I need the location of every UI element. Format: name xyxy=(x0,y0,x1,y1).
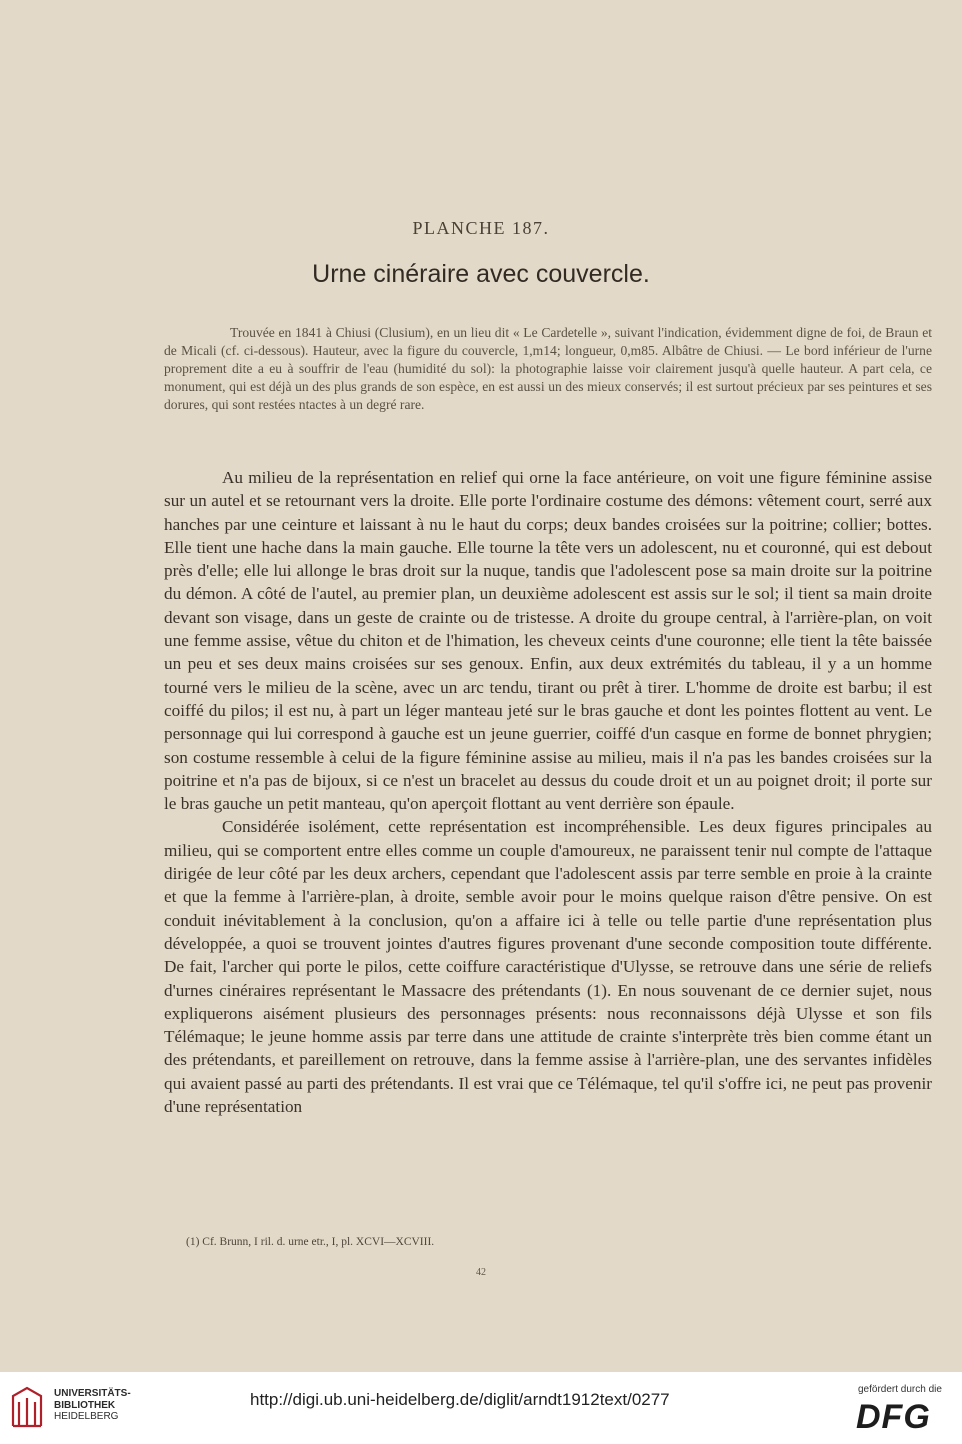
library-name: UNIVERSITÄTS- BIBLIOTHEK HEIDELBERG xyxy=(54,1388,131,1422)
footnote: (1) Cf. Brunn, I ril. d. urne etr., I, pl. XCVI—XCVIII. xyxy=(186,1236,435,1248)
main-text xyxy=(164,466,932,1118)
viewer-footer xyxy=(0,1372,962,1444)
page-title: Urne cinéraire avec couvercle. xyxy=(312,260,650,288)
body-paragraph: Au milieu de la représentation en relief qui orne la face antérieure, on voit une figure féminine assise sur un autel et se retournant vers la droite. Elle porte l'ordinaire costume des démons: vêtement court, serré aux hanches par une ceinture et laissant à nu le haut du corps; deux bandes croisées sur la poitrine; collier; bottes. Elle tient une hache dans la main gauche. Elle tourne la tête vers un adolescent, nu et couronné, qui est debout près d'elle; elle lui allonge le bras droit sur la nuque, tandis que l'adolescent pose sa main droite sur la poitrine du démon. A côté de l'autel, au premier plan, un deuxième adolescent est assis sur le sol; il tient sa main droite devant son visage, dans un geste de crainte ou de tristesse. A droite du groupe central, à l'arrière-plan, on voit une femme assise, vêtue du chiton et de l'himation, les cheveux ceints d'une couronne; elle tient la tête baissée un peu et ses deux mains croisées sur ses genoux. Enfin, aux deux extrémités du tableau, il y a un homme tourné vers le milieu de la scène, avec un arc tendu, tirant ou prêt à tirer. L'homme de droite est barbu; il est coiffé du pilos; il est nu, à part un léger manteau jeté sur le bras gauche et dont les pointes flottent au vent. Le personnage qui lui correspond à gauche est un jeune guerrier, coiffé d'un casque en forme de bonnet phrygien; son costume ressemble à celui de la figure féminine assise au milieu, mais il n'a pas les bandes croisées sur la poitrine et n'a pas de bijoux, si ce n'est un bracelet au dessus du coude droit et un au poignet droit; il porte sur le bras gauche un petit manteau, qu'on aperçoit flottant au vent derrière son épaule. xyxy=(164,468,932,814)
funding-note: gefördert durch die xyxy=(858,1384,942,1395)
page-number: 42 xyxy=(476,1267,486,1278)
body-paragraph: Considérée isolément, cette représentation est incompréhensible. Les deux figures principales au milieu, qui se comportent entre elles comme un couple d'amoureux, ne paraissent tenir nul compte de l'attaque dirigée de leur côté par les deux archers, cependant que l'adolescent assis par terre semble en proie à la crainte et que la femme à l'arrière-plan, à droite, semble avoir pour le moins quelque raison d'être pensive. On est conduit inévitablement à la conclusion, qu'on a affaire ici à telle ou telle partie d'une représentation plus développée, a quoi se trouvent jointes d'autres figures provenant d'une seconde composition toute différente. De fait, l'archer qui porte le pilos, cette coiffure caractéristique d'Ulysse, se retrouve dans une série de reliefs d'urnes cinéraires représentant le Massacre des prétendants (1). En nous souvenant de ce dernier sujet, nous expliquerons aisément plusieurs des personnages présents: nous reconnaissons déjà Ulysse et son fils Télémaque; le jeune homme assis par terre dans une attitude de crainte s'interprète très bien comme étant un des prétendants, et pareillement on retrouve, dans la femme assise à l'arrière-plan, une des servantes infidèles qui avaient passé au parti des prétendants. Il est vrai que ce Télémaque, tel qu'il s'offre ici, ne peut pas provenir d'une représentation xyxy=(164,817,932,1117)
plate-heading: PLANCHE 187. xyxy=(412,218,550,238)
intro-paragraph: Trouvée en 1841 à Chiusi (Clusium), en un lieu dit « Le Cardetelle », suivant l'indication, évidemment digne de foi, de Braun et de Micali (cf. ci-dessous). Hauteur, avec la figure du couvercle, 1,m14; longueur, 0,m85. Albâtre de Chiusi. — Le bord inférieur de l'urne proprement dite a eu à souffrir de l'eau (humidité du sol): la photographie laisse voir clairement jusqu'à quelle hauteur. A part cela, ce monument, qui est déjà un des plus grands de son espèce, en est aussi un des mieux conservés; il est surtout précieux par ses peintures et ses dorures, qui sont restées ntactes à un degré rare. xyxy=(164,325,932,412)
library-logo-icon xyxy=(10,1386,44,1430)
permalink[interactable]: http://digi.ub.uni-heidelberg.de/diglit/arndt1912text/0277 xyxy=(250,1390,670,1409)
dfg-logo: DFG xyxy=(856,1398,931,1436)
